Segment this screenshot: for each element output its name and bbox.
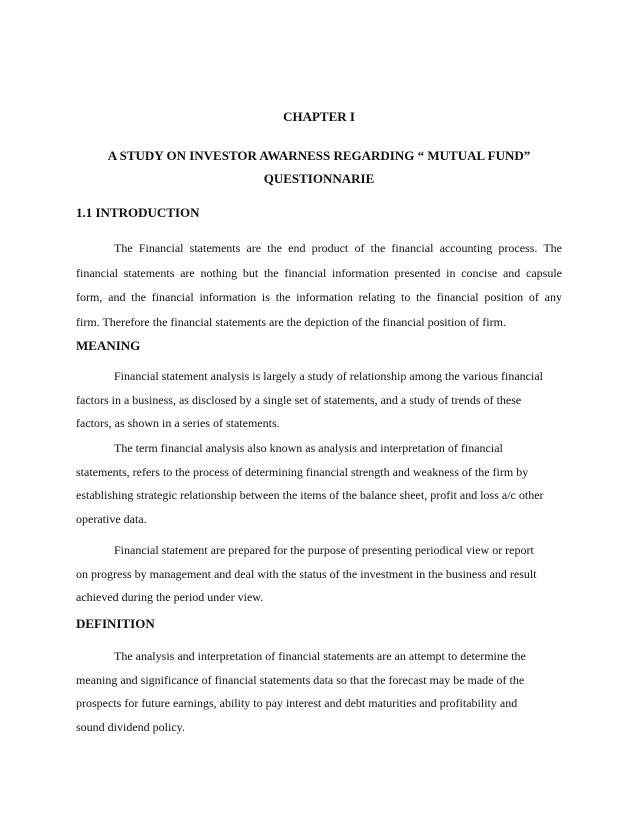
paragraph-line: meaning and significance of financial statements data so that the forecast may be made of the bbox=[76, 672, 525, 687]
paragraph-line: on progress by management and deal with the status of the investment in the business and result bbox=[76, 566, 537, 581]
paragraph-line: achieved during the period under view. bbox=[76, 590, 264, 604]
introduction-paragraph bbox=[76, 236, 562, 334]
paragraph-line: firm. Therefore the financial statements are the depiction of the financial position of firm. bbox=[76, 314, 506, 329]
section-heading-definition: DEFINITION bbox=[76, 616, 155, 631]
meaning-paragraph-3 bbox=[76, 539, 562, 610]
paragraph-line: factors, as shown in a series of statements. bbox=[76, 416, 280, 430]
section-heading-introduction: 1.1 INTRODUCTION bbox=[76, 205, 200, 220]
paragraph-line: prospects for future earnings, ability to pay interest and debt maturities and profitability and bbox=[76, 696, 518, 710]
chapter-label: CHAPTER I bbox=[283, 109, 355, 124]
definition-paragraph bbox=[76, 645, 562, 739]
paragraph-line: financial statements are nothing but the financial information presented in concise and capsule bbox=[76, 265, 562, 280]
paragraph-line: establishing strategic relationship between the items of the balance sheet, profit and loss a/c other bbox=[76, 488, 544, 502]
paragraph-line: factors in a business, as disclosed by a single set of statements, and a study of trends of these bbox=[76, 392, 522, 407]
paragraph-line: form, and the financial information is the information relating to the financial position of any bbox=[76, 290, 562, 304]
paragraph-line: The analysis and interpretation of financial statements are an attempt to determine the bbox=[114, 649, 526, 663]
document-title-line-1: A STUDY ON INVESTOR AWARNESS REGARDING “ MUTUAL FUND” bbox=[107, 148, 531, 163]
meaning-paragraph-2 bbox=[76, 437, 562, 531]
section-heading-meaning: MEANING bbox=[76, 338, 141, 353]
paragraph-line: The Financial statements are the end product of the financial accounting process. The bbox=[114, 241, 562, 255]
paragraph-line: statements, refers to the process of determining financial strength and weakness of the firm by bbox=[76, 464, 529, 479]
paragraph-line: The term financial analysis also known as analysis and interpretation of financial bbox=[114, 441, 503, 455]
paragraph-line: operative data. bbox=[76, 511, 147, 526]
paragraph-line: Financial statement analysis is largely a study of relationship among the various financial bbox=[114, 369, 544, 383]
paragraph-line: sound dividend policy. bbox=[76, 719, 185, 734]
document-title-line-2: QUESTIONNARIE bbox=[263, 171, 375, 186]
meaning-paragraph-1 bbox=[76, 365, 562, 436]
paragraph-line: Financial statement are prepared for the purpose of presenting periodical view or report bbox=[114, 543, 534, 557]
